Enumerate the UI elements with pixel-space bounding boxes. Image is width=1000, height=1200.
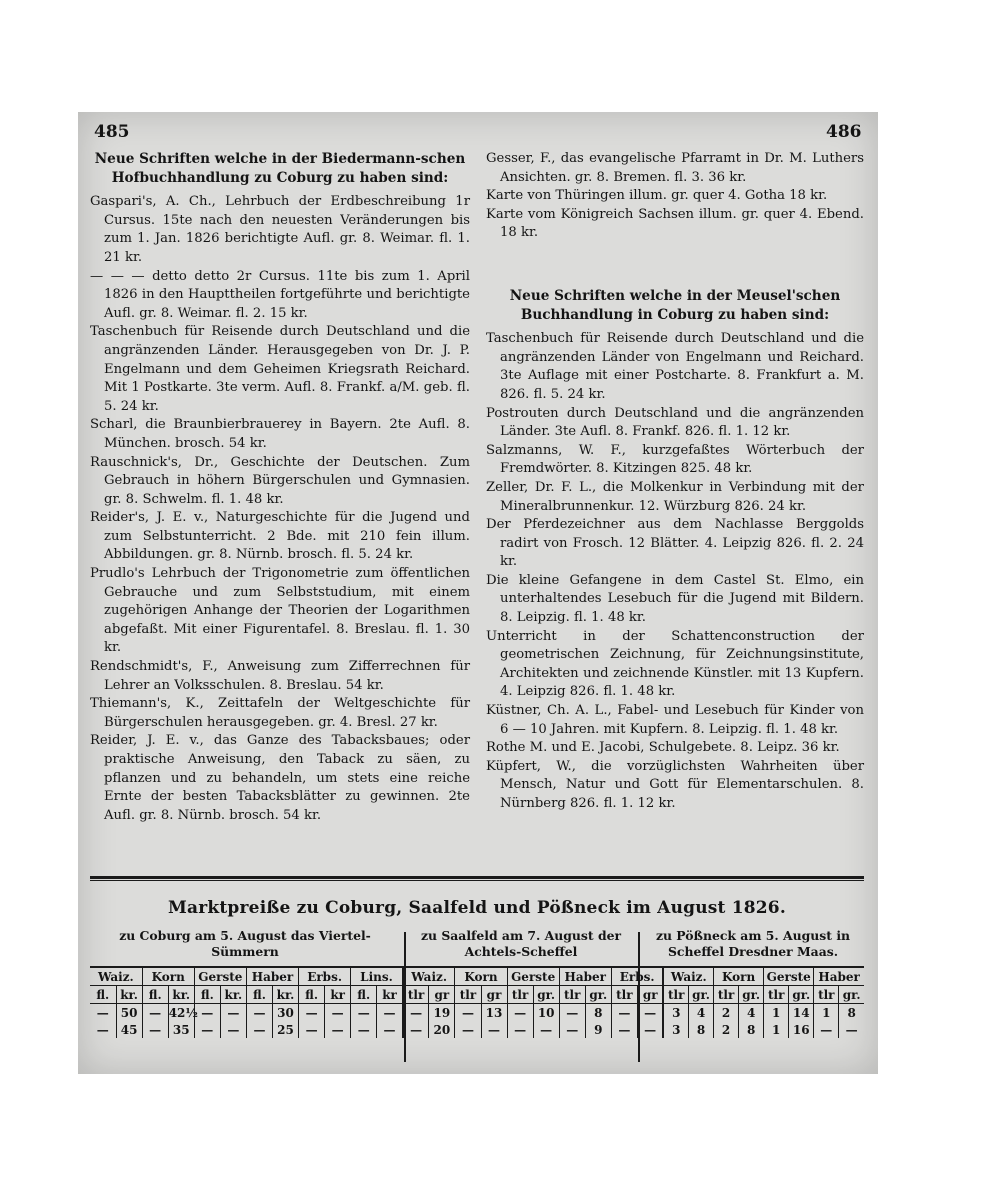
unit-cell: tlr [507,986,533,1004]
book-entry: Küstner, Ch. A. L., Fabel- und Lesebuch für Kinder von 6 — 10 Jahren. mit Kupfern. 8. Leipzig. fl. 1. 48 kr. [486,703,864,737]
header-cell: Waiz. [403,967,455,986]
price-cell: — [455,1021,481,1038]
price-cell: 30 [272,1004,298,1022]
price-cell: — [325,1004,351,1022]
book-entry: Thiemann's, K., Zeittafeln der Weltgeschichte für Bürgerschulen herausgegeben. gr. 4. Bresl. 27 kr. [90,696,470,730]
price-cell: 1 [814,1004,839,1022]
price-cell: 19 [429,1004,455,1022]
unit-cell: gr [429,986,455,1004]
book-entry: Rauschnick's, Dr., Geschichte der Deutschen. Zum Gebrauch in höhern Bürgerschulen und Gymnasien. gr. 8. Schwelm. fl. 1. 48 kr. [90,454,470,507]
unit-cell: kr. [220,986,246,1004]
price-cell: 2 [714,1004,739,1022]
biedermann-heading: Neue Schriften welche in der Biedermann-schen Hofbuchhandlung zu Coburg zu haben sind: [94,151,466,186]
header-cell: Erbs. [299,967,351,986]
table-row [90,1004,864,1022]
header-cell: Korn [714,967,764,986]
price-cell: — [96,1022,109,1037]
price-cell: — [814,1021,839,1038]
unit-cell: kr [325,986,351,1004]
page-number-left: 485 [94,122,130,142]
price-cell: — [246,1004,272,1022]
price-cell: — [533,1021,559,1038]
market-group-headers [90,928,864,968]
book-entry: Karte vom Königreich Sachsen illum. gr. quer 4. Ebend. 18 kr. [486,206,864,241]
unit-cell: gr [481,986,507,1004]
price-cell: — [559,1021,585,1038]
price-cell: — [246,1021,272,1038]
table-header-row [90,967,864,986]
book-entry: Salzmanns, W. F., kurzgefaßtes Wörterbuch der Fremdwörter. 8. Kitzingen 825. 48 kr. [486,442,864,477]
price-cell: — [299,1021,325,1038]
price-cell: 8 [839,1004,864,1022]
unit-cell: kr [377,986,403,1004]
left-column [90,150,470,825]
book-entry: Der Pferdezeichner aus dem Nachlasse Berggolds radirt von Frosch. 12 Blätter. 4. Leipzig 826. fl. 2. 24 kr. [486,517,864,570]
header-cell: Haber [559,967,611,986]
table-row [90,1021,864,1038]
book-entry: Reider, J. E. v., das Ganze des Tabacksbaues; oder praktische Anweisung, den Taback zu säen, zu pflanzen und zu behandeln, um stets eine reiche Ernte der besten Tabacksblätter zu gewinnen. 2te Aufl. gr. 8. Nürnb. brosch. 54 kr. [90,733,470,823]
header-cell: Korn [142,967,194,986]
unit-cell: gr. [739,986,764,1004]
price-cell: 8 [585,1004,611,1022]
header-cell: Lins. [351,967,403,986]
price-cell: 20 [429,1021,455,1038]
price-cell: — [839,1021,864,1038]
price-cell: 4 [739,1004,764,1022]
price-cell: 8 [739,1021,764,1038]
book-entry: Taschenbuch für Reisende durch Deutschland und die angränzenden Länder von Engelmann und Reichard. 3te Auflage mit einer Postcharte. 8. Frankfurt a. M. 826. fl. 5. 24 kr. [486,331,864,402]
unit-cell: gr [637,986,663,1004]
price-cell: — [377,1021,403,1038]
book-entry: Zeller, Dr. F. L., die Molkenkur in Verbindung mit der Mineralbrunnenkur. 12. Würzburg 826. 24 kr. [486,479,864,514]
header-cell: Haber [246,967,298,986]
right-column [486,150,864,814]
unit-cell: gr. [585,986,611,1004]
unit-cell: tlr [559,986,585,1004]
header-cell: Haber [814,967,864,986]
book-entry: Die kleine Gefangene in dem Castel St. Elmo, ein unterhaltendes Lesebuch für die Jugend mit Bildern. 8. Leipzig. fl. 1. 48 kr. [486,572,864,626]
price-cell: — [96,1005,109,1020]
unit-cell: tlr [455,986,481,1004]
unit-cell: tlr [764,986,789,1004]
price-cell: 13 [481,1004,507,1022]
unit-cell: kr. [168,986,194,1004]
price-cell: — [194,1004,220,1022]
price-cell: — [455,1004,481,1022]
book-entry: Unterricht in der Schattenconstruction der geometrischen Zeichnung, für Zeichnungsinstitute, Architekten und zeichnende Künstler. mit 13 Kupfern. 4. Leipzig 826. fl. 1. 48 kr. [486,628,864,700]
page-number-right: 486 [826,122,862,142]
price-cell: 25 [272,1021,298,1038]
unit-cell: fl. [142,986,168,1004]
group-coburg: zu Coburg am 5. August das Viertel-Sümmern [119,928,371,959]
unit-cell: fl. [246,986,272,1004]
market-prices-title: Marktpreiße zu Coburg, Saalfeld und Pößneck im August 1826. [168,898,786,918]
price-cell: 45 [116,1021,142,1038]
unit-cell: tlr [663,986,688,1004]
header-cell: Waiz. [663,967,713,986]
price-cell: — [142,1021,168,1038]
price-cell: 4 [689,1004,714,1022]
unit-cell: gr. [689,986,714,1004]
unit-cell: gr. [789,986,814,1004]
unit-cell: fl. [299,986,325,1004]
price-cell: — [403,1004,429,1022]
unit-cell: tlr [714,986,739,1004]
unit-cell: kr. [116,986,142,1004]
book-entry: Prudlo's Lehrbuch der Trigonometrie zum öffentlichen Gebrauche und zum Selbststudium, mit einem zugehörigen Anhange der Theorien der Logarithmen abgefaßt. Mit einer Figurentafel. 8. Breslau. fl. 1. 30 kr. [90,566,470,656]
table-unit-row [90,986,864,1004]
section-divider-thick [90,876,864,879]
book-entry: — — — detto detto 2r Cursus. 11te bis zum 1. April 1826 in den Haupttheilen fortgeführte und berichtigte Aufl. gr. 8. Weimar. fl. 2. 15 kr. [90,268,470,321]
price-cell: 9 [585,1021,611,1038]
unit-cell: gr. [839,986,864,1004]
price-cell: — [637,1021,663,1038]
price-cell: — [351,1004,377,1022]
unit-cell: fl. [351,986,377,1004]
price-cell: — [194,1021,220,1038]
header-cell: Korn [455,967,507,986]
price-cell: 8 [689,1021,714,1038]
price-cell: 42½ [168,1005,198,1020]
unit-cell: tlr [611,986,637,1004]
unit-cell: fl. [90,986,116,1004]
price-cell: — [220,1004,246,1022]
price-cell: 10 [533,1004,559,1022]
price-cell: 3 [663,1004,688,1022]
meusel-heading: Neue Schriften welche in der Meusel'schen Buchhandlung in Coburg zu haben sind: [509,287,841,323]
book-entry: Rendschmidt's, F., Anweisung zum Zifferrechnen für Lehrer an Volksschulen. 8. Breslau. 54 kr. [90,659,470,693]
header-cell: Erbs. [611,967,663,986]
price-cell: — [559,1004,585,1022]
price-cell: — [325,1021,351,1038]
price-cell: 16 [789,1021,814,1038]
book-entry: Taschenbuch für Reisende durch Deutschland und die angränzenden Länder. Herausgegeben von Dr. J. P. Engelmann und dem Geheimen Kriegsrath Reichard. Mit 1 Postkarte. 3te verm. Aufl. 8. Frankf. a/M. geb. fl. 5. 24 kr. [90,324,470,414]
section-divider-thin [90,880,864,881]
price-cell: 35 [168,1021,194,1038]
group-poessneck: zu Pößneck am 5. August in Scheffel Dresdner Maas. [655,928,851,959]
price-cell: 3 [663,1021,688,1038]
price-cell: — [507,1004,533,1022]
book-entry: Gaspari's, A. Ch., Lehrbuch der Erdbeschreibung 1r Cursus. 15te nach den neuesten Veränderungen bis zum 1. Jan. 1826 berichtigte Aufl. gr. 8. Weimar. fl. 1. 21 kr. [90,194,470,265]
header-cell: Gerste [764,967,814,986]
price-cell: — [299,1004,325,1022]
price-cell: — [507,1021,533,1038]
unit-cell: fl. [194,986,220,1004]
price-cell: — [637,1004,663,1022]
header-cell: Gerste [507,967,559,986]
price-cell: — [611,1021,637,1038]
price-cell: 1 [764,1004,789,1022]
price-cell: — [481,1021,507,1038]
price-cell: 1 [764,1021,789,1038]
price-cell: — [220,1021,246,1038]
price-cell: — [142,1004,168,1022]
book-entry: Karte von Thüringen illum. gr. quer 4. Gotha 18 kr. [486,188,828,204]
unit-cell: gr. [533,986,559,1004]
header-cell: Gerste [194,967,246,986]
header-cell: Waiz. [90,967,142,986]
price-cell: — [351,1021,377,1038]
price-cell: — [403,1021,429,1038]
market-prices-table [90,966,864,1038]
price-cell: 2 [714,1021,739,1038]
price-cell: 50 [116,1004,142,1022]
book-entry: Reider's, J. E. v., Naturgeschichte für die Jugend und zum Selbstunterricht. 2 Bde. mit 210 fein illum. Abbildungen. gr. 8. Nürnb. brosch. fl. 5. 24 kr. [90,510,470,563]
book-entry: Postrouten durch Deutschland und die angränzenden Länder. 3te Aufl. 8. Frankf. 826. fl. 1. 12 kr. [486,405,864,440]
group-saalfeld: zu Saalfeld am 7. August der Achtels-Scheffel [420,928,622,959]
book-entry: Küpfert, W., die vorzüglichsten Wahrheiten über Mensch, Natur und Gott für Elementarschulen. 8. Nürnberg 826. fl. 1. 12 kr. [486,758,864,811]
book-entry: Rothe M. und E. Jacobi, Schulgebete. 8. Leipz. 36 kr. [486,740,840,756]
price-cell: — [377,1004,403,1022]
unit-cell: tlr [814,986,839,1004]
unit-cell: kr. [272,986,298,1004]
price-cell: 14 [789,1004,814,1022]
price-cell: — [611,1004,637,1022]
book-entry: Scharl, die Braunbierbrauerey in Bayern. 2te Aufl. 8. München. brosch. 54 kr. [90,417,470,451]
unit-cell: tlr [403,986,429,1004]
book-entry: Gesser, F., das evangelische Pfarramt in Dr. M. Luthers Ansichten. gr. 8. Bremen. fl. 3. 36 kr. [486,151,864,185]
spacer [486,243,864,285]
